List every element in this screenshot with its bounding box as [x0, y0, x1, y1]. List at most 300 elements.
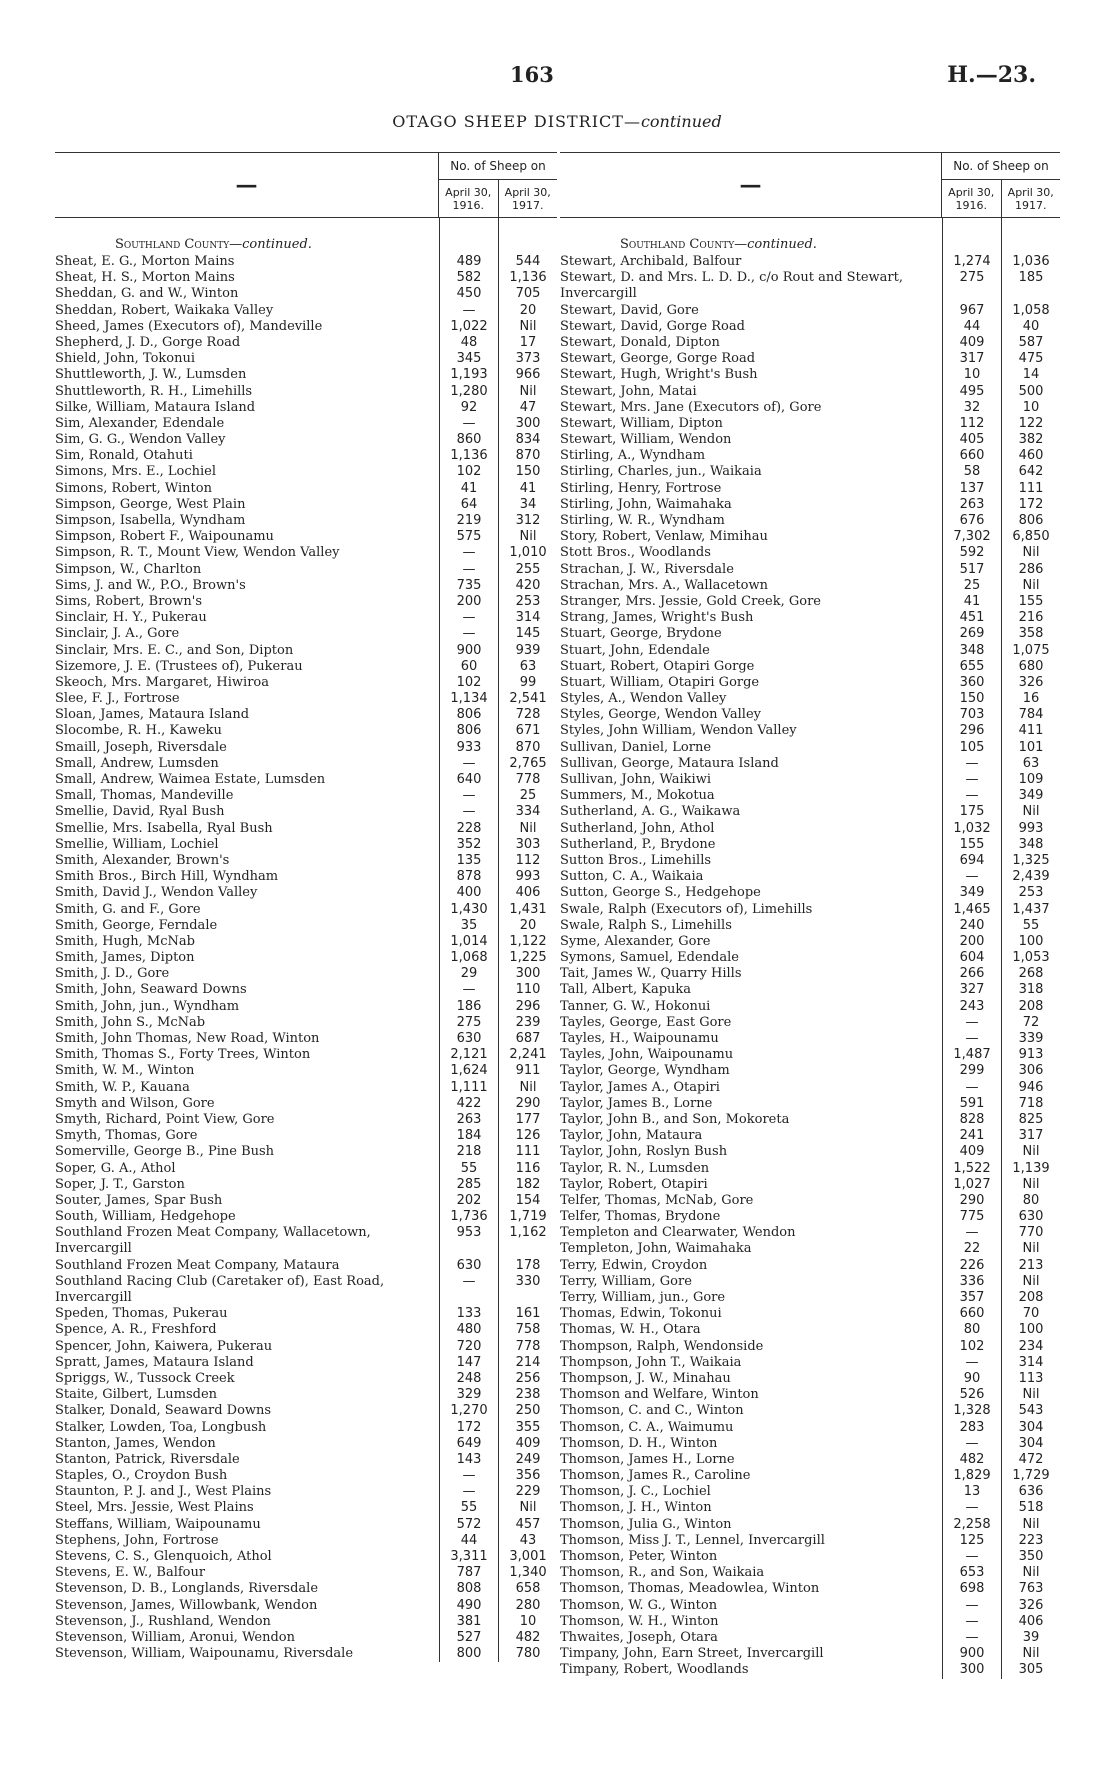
- sheep-1916: 10: [963, 367, 981, 383]
- sheep-1917: 317: [1018, 1128, 1044, 1144]
- owner-name: Sim, Alexander, Edendale: [55, 415, 225, 431]
- owner-name: Smellie, Mrs. Isabella, Ryal Bush: [55, 820, 273, 836]
- sheep-1916: 640: [456, 772, 482, 787]
- owner-name: Simons, Robert, Winton: [55, 480, 212, 496]
- sheep-1916: 1,430: [450, 901, 488, 917]
- sheep-1917: 420: [515, 577, 541, 593]
- owner-name: Templeton and Clearwater, Wendon: [560, 1225, 796, 1241]
- sheep-1916: 48: [460, 334, 478, 350]
- owner-name: Styles, A., Wendon Valley: [560, 691, 727, 707]
- page-reference: H.—23.: [947, 62, 1036, 88]
- sheep-1917: 3,001: [509, 1549, 547, 1565]
- sheep-1916: 526: [959, 1387, 985, 1403]
- sheep-1917: 642: [1018, 464, 1044, 480]
- sheep-1917: Nil: [519, 1079, 537, 1095]
- owner-name: Strachan, J. W., Riversdale: [560, 561, 734, 577]
- sheep-1916: 357: [959, 1290, 985, 1306]
- sheep-1916: 495: [959, 383, 985, 399]
- owner-name: Southland Frozen Meat Company, Wallacetown, Invercargill: [55, 1225, 371, 1257]
- sheep-1917: 1,162: [509, 1225, 547, 1241]
- sheep-1916: 352: [456, 836, 482, 852]
- sheep-1916: 1,136: [450, 448, 488, 464]
- section-suffix: continued.: [242, 237, 312, 252]
- owner-name: Taylor, R. N., Lumsden: [560, 1160, 710, 1176]
- sheep-1916: 44: [963, 318, 981, 334]
- owner-name: Smith, James, Dipton: [55, 950, 195, 966]
- owner-name: Tayles, H., Waipounamu: [560, 1031, 719, 1047]
- sheep-1916: 3,311: [450, 1549, 488, 1565]
- sheep-1916: 482: [959, 1451, 985, 1467]
- sheep-1917: 111: [515, 1144, 541, 1160]
- sheep-1916: 218: [456, 1144, 482, 1160]
- sheep-1916: 1,022: [450, 318, 488, 334]
- sheep-1916: 653: [959, 1565, 985, 1581]
- sheep-1917: 172: [1018, 496, 1044, 512]
- owner-name: Sims, J. and W., P.O., Brown's: [55, 577, 246, 593]
- sheep-1916: 35: [460, 917, 478, 933]
- sheep-1916: —: [965, 1549, 979, 1565]
- sheep-1917: 99: [519, 674, 537, 690]
- sheep-1916: —: [965, 1354, 979, 1370]
- sheep-1916: 591: [959, 1095, 985, 1111]
- sheep-1917: 43: [519, 1532, 537, 1548]
- sheep-1916: 41: [963, 593, 981, 609]
- sheep-1917: 14: [1022, 367, 1040, 383]
- sheep-1916: 64: [460, 496, 478, 512]
- page-number: 163: [510, 62, 554, 87]
- sheep-1917: Nil: [1022, 1387, 1040, 1403]
- sheep-1917: 1,325: [1012, 852, 1050, 868]
- sheep-1917: 518: [1018, 1500, 1044, 1516]
- sheep-1917: 256: [515, 1370, 541, 1386]
- sheep-1917: 544: [515, 254, 541, 269]
- owner-name: Taylor, John, Mataura: [560, 1128, 703, 1144]
- sheep-1916: 58: [963, 464, 981, 480]
- sheep-1917: 20: [519, 302, 537, 318]
- owner-name: Smith, John, Seaward Downs: [55, 982, 247, 998]
- title-text: OTAGO SHEEP DISTRICT—: [392, 112, 641, 131]
- owner-name: Smaill, Joseph, Riversdale: [55, 739, 227, 755]
- owner-name: Sinclair, H. Y., Pukerau: [55, 610, 207, 626]
- owner-name: Soper, J. T., Garston: [55, 1176, 185, 1192]
- sheep-1916: 133: [456, 1306, 482, 1322]
- sheep-1917: 239: [515, 1014, 541, 1030]
- sheep-1917: 208: [1018, 998, 1044, 1014]
- sheep-1916: 345: [456, 351, 482, 367]
- sheep-1917: 286: [1018, 561, 1044, 577]
- sheep-1916: 489: [456, 254, 482, 269]
- sheep-1916: 451: [959, 610, 985, 626]
- sheep-1917: 10: [1022, 399, 1040, 415]
- owner-name: Stewart, William, Dipton: [560, 415, 723, 431]
- sheep-1917: 10: [519, 1613, 537, 1629]
- sheep-1916: 266: [959, 966, 985, 982]
- sheep-1917: 1,036: [1012, 254, 1050, 269]
- owner-name: Styles, John William, Wendon Valley: [560, 723, 797, 739]
- district-title: [0, 112, 1114, 131]
- sheep-1917: 303: [515, 836, 541, 852]
- sheep-1916: —: [965, 1079, 979, 1095]
- owner-name: Stalker, Donald, Seaward Downs: [55, 1403, 272, 1419]
- owner-name: South, William, Hedgehope: [55, 1209, 236, 1225]
- owner-name: Sutherland, A. G., Waikawa: [560, 804, 741, 820]
- sheep-1917: 409: [515, 1435, 541, 1451]
- owner-name: Simpson, George, West Plain: [55, 496, 246, 512]
- sheep-1917: 758: [515, 1322, 541, 1338]
- sheep-1916: —: [462, 626, 476, 642]
- sheep-1916: 735: [456, 577, 482, 593]
- sheep-1917: 296: [515, 998, 541, 1014]
- owner-name: Stewart, William, Wendon: [560, 432, 732, 448]
- owner-name: Telfer, Thomas, McNab, Gore: [560, 1192, 754, 1208]
- sheep-1917: 350: [1018, 1549, 1044, 1565]
- sheep-1916: 243: [959, 998, 985, 1014]
- sheep-1917: 939: [515, 642, 541, 658]
- owner-name: Stevenson, William, Aronui, Wendon: [55, 1629, 295, 1645]
- owner-name: Smith, David J., Wendon Valley: [55, 885, 258, 901]
- sheep-1916: 604: [959, 950, 985, 966]
- owner-name: Taylor, James B., Lorne: [560, 1095, 713, 1111]
- sheep-1917: 305: [1018, 1662, 1044, 1678]
- sheep-1917: 472: [1018, 1451, 1044, 1467]
- sheep-1917: 268: [1018, 966, 1044, 982]
- sheep-1916: —: [965, 1597, 979, 1613]
- owner-name: Timpany, John, Earn Street, Invercargill: [560, 1646, 824, 1662]
- owner-name: Speden, Thomas, Pukerau: [55, 1306, 228, 1322]
- sheep-1916: 703: [959, 707, 985, 723]
- sheep-1917: 100: [1018, 1322, 1044, 1338]
- owner-name: Stirling, John, Waimahaka: [560, 496, 732, 512]
- sheep-1916: 241: [959, 1128, 985, 1144]
- owner-name: Sheed, James (Executors of), Mandeville: [55, 318, 323, 334]
- sheep-1917: 300: [515, 415, 541, 431]
- sheep-1916: —: [965, 1613, 979, 1629]
- sheep-1917: 1,225: [509, 950, 547, 966]
- sheep-count-header: [438, 153, 557, 217]
- sheep-1916: 175: [959, 804, 985, 820]
- spacer: [440, 236, 498, 254]
- sheep-1917: Nil: [1022, 1176, 1040, 1192]
- owner-name: Stewart, D. and Mrs. L. D. D., c/o Rout and Stewart, Invercargill: [560, 270, 903, 302]
- sheep-1916: 575: [456, 529, 482, 545]
- sheep-1916: 102: [456, 464, 482, 480]
- sheep-1917: 358: [1018, 626, 1044, 642]
- sheep-1917: 234: [1018, 1338, 1044, 1354]
- owner-name: Terry, William, Gore: [560, 1273, 692, 1289]
- sheep-1917: 806: [1018, 513, 1044, 529]
- owner-name: Styles, George, Wendon Valley: [560, 707, 761, 723]
- sheep-1917: 280: [515, 1597, 541, 1613]
- owner-name: Thomson, James R., Caroline: [560, 1468, 751, 1484]
- owner-name: Silke, William, Mataura Island: [55, 399, 256, 415]
- owner-name: Smith, John Thomas, New Road, Winton: [55, 1031, 320, 1046]
- owner-name: Stewart, Mrs. Jane (Executors of), Gore: [560, 399, 822, 415]
- owner-name: Somerville, George B., Pine Bush: [55, 1144, 275, 1160]
- sheep-1917: 70: [1022, 1306, 1040, 1322]
- sheep-1917: 373: [515, 351, 541, 367]
- owner-name: Sullivan, John, Waikiwi: [560, 772, 711, 788]
- sheep-1916: 1,068: [450, 950, 488, 966]
- sheep-1916: 327: [959, 982, 985, 998]
- sheep-1916: 7,302: [953, 529, 991, 545]
- sheep-on-label: No. of Sheep on: [942, 153, 1060, 180]
- sheep-1916: —: [965, 788, 979, 804]
- owner-name: Stirling, Henry, Fortrose: [560, 480, 722, 496]
- sheep-1916: —: [965, 1031, 979, 1047]
- owner-name: Shepherd, J. D., Gorge Road: [55, 334, 241, 350]
- sheep-1916: —: [965, 1629, 979, 1645]
- spacer: [1002, 236, 1060, 254]
- section-heading: [55, 236, 439, 254]
- owner-name: Sim, G. G., Wendon Valley: [55, 432, 226, 448]
- owner-name: Soper, G. A., Athol: [55, 1160, 176, 1176]
- owner-name: Stalker, Lowden, Toa, Longbush: [55, 1419, 267, 1435]
- sheep-1917: Nil: [519, 383, 537, 399]
- sheep-1916: 147: [456, 1354, 482, 1370]
- sheep-1916: 150: [959, 691, 985, 707]
- sheep-1916: 698: [959, 1581, 985, 1597]
- sheep-1917: 253: [1018, 885, 1044, 901]
- sheep-1916: 806: [456, 723, 482, 739]
- sheep-1916: 32: [963, 399, 981, 415]
- owner-name: Spriggs, W., Tussock Creek: [55, 1370, 235, 1386]
- sheep-1917: 1,719: [509, 1209, 547, 1225]
- owner-name: Stirling, Charles, jun., Waikaia: [560, 464, 762, 480]
- sheep-1916: 349: [959, 885, 985, 901]
- sheep-1916: 1,134: [450, 691, 488, 707]
- sheep-1916: 29: [460, 966, 478, 982]
- sheep-1916: 186: [456, 998, 482, 1014]
- owner-name: Smith, John, jun., Wyndham: [55, 998, 240, 1014]
- sheep-1917: 110: [515, 982, 541, 998]
- owner-name: Smith, W. P., Kauana: [55, 1079, 190, 1095]
- owner-name: Sutton, George S., Hedgehope: [560, 885, 761, 901]
- sheep-1916: 90: [963, 1370, 981, 1386]
- sheep-1917: 314: [515, 610, 541, 626]
- owner-name: Thompson, John T., Waikaia: [560, 1354, 742, 1370]
- sheep-1917: 112: [515, 852, 541, 868]
- sheep-1916: —: [462, 755, 476, 771]
- owner-name: Smith, George, Ferndale: [55, 917, 218, 933]
- owner-name: Sullivan, Daniel, Lorne: [560, 739, 712, 755]
- sheep-1917: Nil: [1022, 804, 1040, 820]
- owner-name: Souter, James, Spar Bush: [55, 1192, 223, 1208]
- owner-name: Sutton, C. A., Waikaia: [560, 869, 704, 885]
- sheep-1917: 671: [515, 723, 541, 739]
- sheep-1916: 808: [456, 1581, 482, 1597]
- sheep-1916: 1,111: [450, 1079, 488, 1095]
- sheep-1917: 109: [1018, 772, 1044, 788]
- left-table-body: [55, 218, 557, 1662]
- owner-name: Stephens, John, Fortrose: [55, 1532, 219, 1548]
- owner-name: Shuttleworth, R. H., Limehills: [55, 383, 253, 399]
- owner-name: Smyth, Thomas, Gore: [55, 1128, 198, 1144]
- sheep-1916: 228: [456, 820, 482, 836]
- owner-name: Shield, John, Tokonui: [55, 351, 196, 367]
- owner-name: Steffans, William, Waipounamu: [55, 1516, 261, 1532]
- sheep-1916: 405: [959, 432, 985, 448]
- sheep-1917: Nil: [1022, 577, 1040, 593]
- sheep-1916: 655: [959, 658, 985, 674]
- owner-name: Stewart, John, Matai: [560, 383, 697, 399]
- date-1916: April 30, 1916.: [948, 186, 995, 212]
- owner-name: Simons, Mrs. E., Lochiel: [55, 464, 216, 480]
- sheep-1917: 636: [1018, 1484, 1044, 1500]
- owner-name: Spence, A. R., Freshford: [55, 1322, 217, 1338]
- owner-name: Symons, Samuel, Edendale: [560, 950, 739, 966]
- sheep-1917: 6,850: [1012, 529, 1050, 545]
- sheep-1916: 275: [959, 270, 985, 286]
- owner-name: Simpson, W., Charlton: [55, 561, 202, 577]
- sheep-1917: 834: [515, 432, 541, 448]
- section-title: Southland County—: [115, 237, 243, 252]
- owner-name: Stewart, George, Gorge Road: [560, 351, 756, 367]
- sheep-1917: 348: [1018, 836, 1044, 852]
- sheep-1916: 720: [456, 1338, 482, 1354]
- sheep-1916: —: [462, 545, 476, 561]
- sheep-1917: 55: [1022, 917, 1040, 933]
- sheep-1916: 13: [963, 1484, 981, 1500]
- owner-name: Staite, Gilbert, Lumsden: [55, 1387, 218, 1403]
- sheep-1917: 304: [1018, 1435, 1044, 1451]
- sheep-1917: 300: [515, 966, 541, 982]
- sheep-1916: 55: [460, 1160, 478, 1176]
- sheep-1916: 348: [959, 642, 985, 658]
- sheep-1917: 20: [519, 917, 537, 933]
- owner-name: Stirling, A., Wyndham: [560, 448, 706, 464]
- sheep-1916: 55: [460, 1500, 478, 1516]
- sheep-1916: 226: [959, 1257, 985, 1273]
- date-1917: April 30, 1917.: [498, 180, 558, 217]
- owner-name: Summers, M., Mokotua: [560, 788, 715, 804]
- sheep-1916: 202: [456, 1192, 482, 1208]
- sheep-1916: 329: [456, 1387, 482, 1403]
- sheep-1917: 326: [1018, 674, 1044, 690]
- sheep-1916: 800: [456, 1646, 482, 1662]
- sheep-1917: 457: [515, 1516, 541, 1532]
- owner-name: Thomson, R., and Son, Waikaia: [560, 1565, 765, 1581]
- owner-name: Smith, J. D., Gore: [55, 966, 170, 982]
- left-table: [55, 152, 557, 1662]
- owner-name: Stewart, Hugh, Wright's Bush: [560, 367, 758, 383]
- sheep-on-label: No. of Sheep on: [439, 153, 557, 180]
- sheep-1917: 334: [515, 804, 541, 820]
- sheep-1917: Nil: [1022, 545, 1040, 561]
- owner-name: Thompson, J. W., Minahau: [560, 1370, 731, 1386]
- sheep-1916: —: [965, 1500, 979, 1516]
- sheep-1916: 80: [963, 1322, 981, 1338]
- owner-name: Sinclair, J. A., Gore: [55, 626, 180, 642]
- sheep-1917: Nil: [519, 318, 537, 334]
- sheep-1917: 778: [515, 1338, 541, 1354]
- sheep-1917: Nil: [1022, 1516, 1040, 1532]
- owner-name: Thomson, J. H., Winton: [560, 1500, 712, 1516]
- title-suffix: continued: [640, 112, 722, 131]
- sheep-1917: 475: [1018, 351, 1044, 367]
- sheep-1917: 1,340: [509, 1565, 547, 1581]
- sheep-1917: 39: [1022, 1629, 1040, 1645]
- sheep-1917: 913: [1018, 1047, 1044, 1063]
- sheep-1917: 214: [515, 1354, 541, 1370]
- sheep-1916: 806: [456, 707, 482, 723]
- owner-name: Sinclair, Mrs. E. C., and Son, Dipton: [55, 642, 294, 658]
- sheep-1917: 155: [1018, 593, 1044, 609]
- owner-name: Stewart, Archibald, Balfour: [560, 254, 742, 269]
- sheep-1917: Nil: [1022, 1273, 1040, 1289]
- owner-name: Southland Racing Club (Caretaker of), East Road, Invercargill: [55, 1273, 385, 1306]
- sheep-1916: 527: [456, 1629, 482, 1645]
- sheep-1916: 582: [456, 270, 482, 286]
- sheep-1917: 177: [515, 1111, 541, 1127]
- sheep-1917: 255: [515, 561, 541, 577]
- sheep-1916: 137: [959, 480, 985, 496]
- sheep-1916: 649: [456, 1435, 482, 1451]
- owner-name: Taylor, James A., Otapiri: [560, 1079, 720, 1095]
- sheep-1916: 1,027: [953, 1176, 991, 1192]
- sheep-1916: 285: [456, 1176, 482, 1192]
- sheep-1916: —: [462, 302, 476, 318]
- sheep-1917: 718: [1018, 1095, 1044, 1111]
- sheep-1917: 238: [515, 1387, 541, 1403]
- sheep-1916: 155: [959, 836, 985, 852]
- sheep-1916: 105: [959, 739, 985, 755]
- owner-name: Smellie, William, Lochiel: [55, 836, 219, 852]
- sheep-1916: 630: [456, 1031, 482, 1046]
- sheep-1917: 770: [1018, 1225, 1044, 1241]
- sheep-1917: 154: [515, 1192, 541, 1208]
- owner-name: Smith, Alexander, Brown's: [55, 852, 230, 868]
- sheep-1916: 1,328: [953, 1403, 991, 1419]
- sheep-1916: 490: [456, 1597, 482, 1613]
- sheep-1917: Nil: [519, 1500, 537, 1516]
- sheep-1916: —: [965, 1225, 979, 1241]
- left-table-header: [55, 152, 557, 218]
- owner-name: Smith, W. M., Winton: [55, 1063, 195, 1079]
- owner-name: Slee, F. J., Fortrose: [55, 691, 180, 707]
- owner-name: Thwaites, Joseph, Otara: [560, 1629, 718, 1645]
- sheep-1917: 1,053: [1012, 950, 1050, 966]
- right-table: [560, 152, 1060, 1679]
- sheep-1916: 92: [460, 399, 478, 415]
- spacer: [943, 236, 1001, 254]
- owner-name: Staunton, P. J. and J., West Plains: [55, 1484, 272, 1500]
- sheep-1917: 1,136: [509, 270, 547, 286]
- sheep-1917: 966: [515, 367, 541, 383]
- sheep-1916: 630: [456, 1257, 482, 1273]
- sheep-1916: 44: [460, 1532, 478, 1548]
- owner-name: Stewart, David, Gorge Road: [560, 318, 745, 334]
- sheep-1917: 2,439: [1012, 869, 1050, 885]
- owner-name: Slocombe, R. H., Kaweku: [55, 723, 222, 739]
- sheep-1917: 1,437: [1012, 901, 1050, 917]
- owner-name: Telfer, Thomas, Brydone: [560, 1209, 721, 1225]
- owner-name: Thomson, Julia G., Winton: [560, 1516, 732, 1532]
- sheep-1916: 422: [456, 1095, 482, 1111]
- sheep-1916: 660: [959, 1306, 985, 1322]
- sheep-1917: 229: [515, 1484, 541, 1500]
- owner-name: Terry, William, jun., Gore: [560, 1290, 726, 1306]
- sheep-1917: 482: [515, 1629, 541, 1645]
- owner-name: Thomas, W. H., Otara: [560, 1322, 701, 1338]
- section-heading: [560, 236, 942, 254]
- sheep-1917: Nil: [1022, 1241, 1040, 1257]
- owner-name: Small, Thomas, Mandeville: [55, 788, 234, 804]
- sheep-1917: 145: [515, 626, 541, 642]
- sheep-1917: 870: [515, 739, 541, 755]
- owner-name: Sullivan, George, Mataura Island: [560, 755, 779, 771]
- owner-name: Taylor, Robert, Otapiri: [560, 1176, 708, 1192]
- sheep-1917: 870: [515, 448, 541, 464]
